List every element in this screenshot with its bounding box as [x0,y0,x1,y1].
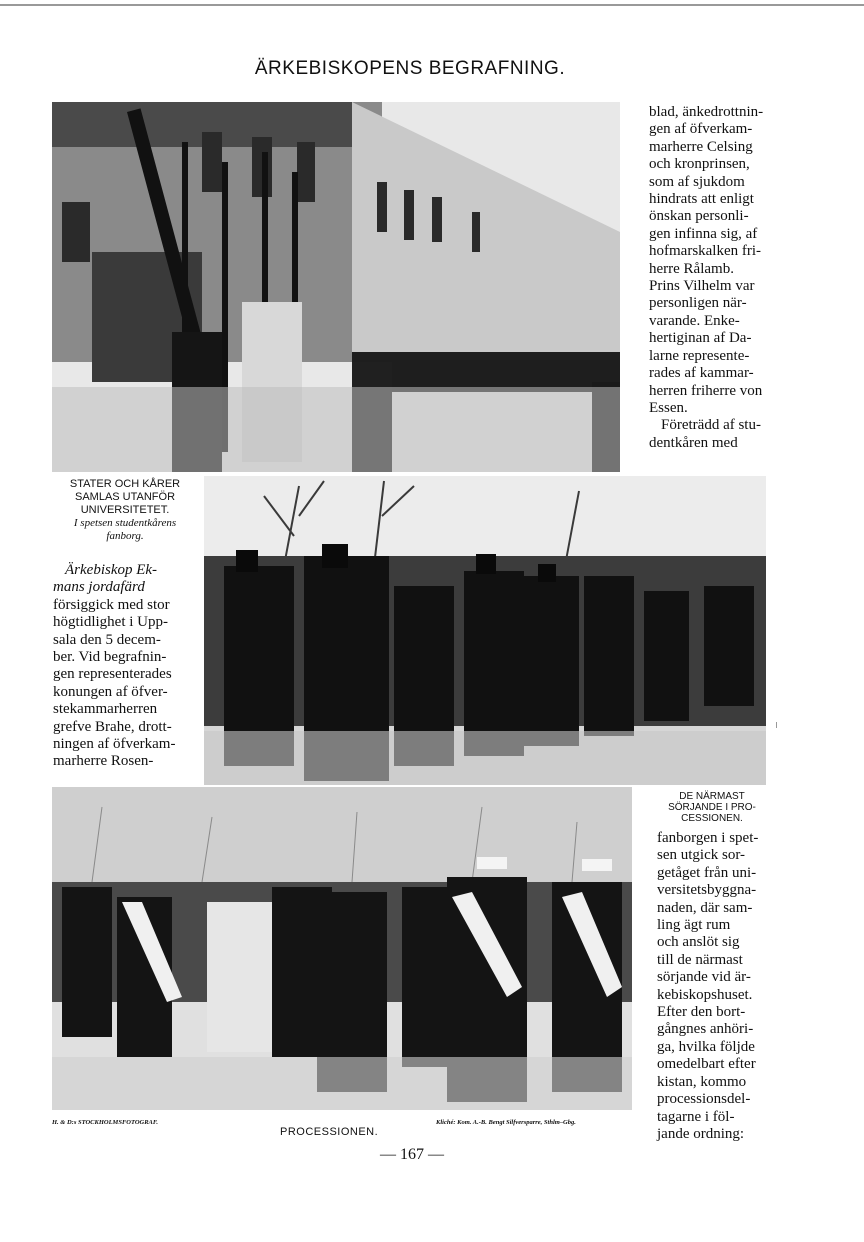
text-line: stekammarherren [53,701,158,718]
text-line: grefve Brahe, drott- [53,718,172,735]
text-line: naden, där sam- [657,899,753,916]
text-line: försiggick med stor [53,596,170,613]
text-line: Essen. [649,399,688,416]
text-line: versitetsbyggna- [657,882,757,899]
caption-top-photo [52,478,198,543]
caption-line: STATER OCH KÅRER [69,478,181,490]
text-line: larne represente- [649,347,750,364]
page-number: — 167 — [380,1146,444,1163]
text-line: högtidlighet i Upp- [53,614,168,631]
text-line: herre Rålamb. [649,260,734,277]
text-line: marherre Rosen- [53,753,154,770]
text-line: sen utgick sor- [657,847,746,864]
article-column-right-lower [657,830,767,1143]
photo-chief-mourners [204,476,766,785]
caption-middle-photo [653,791,771,824]
text-line: blad, änkedrottnin- [649,104,764,120]
caption-line: DE NÄRMAST [679,791,745,802]
caption-line: SÖRJANDE I PRO- [668,802,756,813]
text-line: hofmarskalken fri- [649,243,762,260]
text-line: till de närmast [657,951,743,968]
text-line: kistan, kommo [657,1073,747,1090]
text-line: gen representerades [53,666,172,683]
text-line: sala den 5 decem- [53,631,161,648]
text-line: dentkåren med [649,434,738,451]
text-line: getåget från uni- [657,864,757,881]
text-line: Prins Vilhelm var [649,278,755,295]
text-line: omedelbart efter [657,1056,756,1073]
text-line: och anslöt sig [657,934,740,951]
text-line: Företrädd af stu- [661,417,761,434]
text-line: jande ordning: [657,1125,745,1142]
text-line: och kronprinsen, [649,156,750,173]
text-line: gångnes anhöri- [657,1021,754,1038]
engraving-credit: Kliché: Kom. A.-B. Bengt Silfversparre, Sthlm–Gbg. [436,1119,576,1126]
sub-caption-line: I spetsen studentkårens [73,517,177,529]
caption-line: UNIVERSITETET. [80,504,170,516]
text-line: önskan personli- [649,208,749,225]
article-column-right [649,104,767,452]
photo-procession [52,787,632,1110]
caption-bottom-photo: PROCESSIONEN. [280,1126,379,1138]
text-line: marherre Celsing [649,138,753,155]
text-line: fanborgen i spet- [657,830,759,846]
text-line: konungen af öfver- [53,683,168,700]
text-line: varande. Enke- [649,312,740,329]
text-line: processionsdel- [657,1091,751,1108]
lead-line: Ärkebiskop Ek- [65,562,158,578]
photo-university-gathering [52,102,620,472]
caption-line: SAMLAS UTANFÖR [74,491,176,503]
margin-mark [776,722,777,728]
photographer-credit: H. & D:s STOCKHOLMSFOTOGRAF. [52,1119,159,1126]
text-line: kebiskopshuset. [657,986,753,1003]
text-line: hertiginan af Da- [649,330,752,347]
sub-caption-line: fanborg. [106,530,144,542]
text-line: gen infinna sig, af [649,225,758,242]
lead-line: mans jordafärd [53,579,145,596]
text-line: som af sjukdom [649,173,745,190]
text-line: Efter den bort- [657,1004,746,1021]
text-line: hindrats att enligt [649,191,754,208]
text-line: ningen af öfverkam- [53,736,176,753]
text-line: herren friherre von [649,382,763,399]
page-title: ÄRKEBISKOPENS BEGRAFNING. [254,58,566,79]
text-line: ber. Vid begrafnin- [53,649,167,666]
text-line: personligen när- [649,295,747,312]
text-line: gen af öfverkam- [649,121,753,138]
article-column-left [53,562,187,771]
text-line: tagarne i föl- [657,1108,735,1125]
text-line: ling ägt rum [657,917,731,934]
text-line: rades af kammar- [649,365,754,382]
text-line: sörjande vid är- [657,969,751,986]
caption-line: CESSIONEN. [681,813,743,824]
top-rule [0,4,864,6]
text-line: ga, hvilka följde [657,1038,755,1055]
